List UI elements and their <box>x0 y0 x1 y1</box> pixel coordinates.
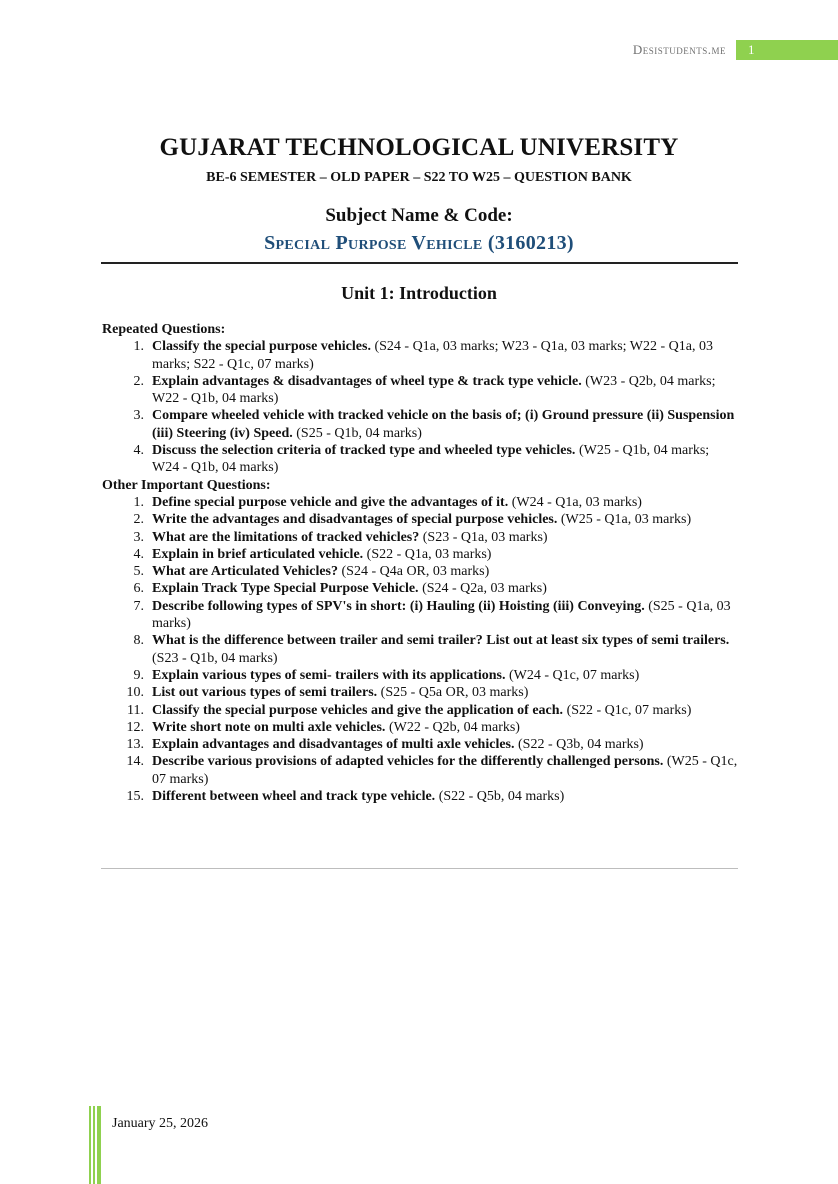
question-reference: (W24 - Q1a, 03 marks) <box>511 494 642 510</box>
question-reference: (S25 - Q1a, 03 marks) <box>152 598 731 632</box>
question-text: Explain in brief articulated vehicle. <box>152 546 364 562</box>
question-text: Different between wheel and track type vehicle. <box>152 789 436 805</box>
question-item <box>102 373 738 408</box>
brand-name: Desistudents.me <box>632 42 726 57</box>
question-reference: (W24 - Q1c, 07 marks) <box>509 667 640 683</box>
university-title: GUJARAT TECHNOLOGICAL UNIVERSITY <box>159 134 679 161</box>
question-item <box>102 753 738 788</box>
question-number: 7. <box>133 598 144 614</box>
content-divider <box>101 868 738 869</box>
question-text: List out various types of semi trailers. <box>152 685 378 701</box>
question-content <box>102 321 738 805</box>
question-reference: (S22 - Q3b, 04 marks) <box>518 737 644 753</box>
question-number: 3. <box>133 408 144 424</box>
question-number: 3. <box>133 529 144 545</box>
question-text: Classify the special purpose vehicles and give the application of each. <box>152 702 564 718</box>
question-number: 1. <box>133 494 144 510</box>
question-text: Explain various types of semi- trailers with its applications. <box>152 667 506 683</box>
question-text: What are Articulated Vehicles? <box>152 564 339 580</box>
question-item <box>102 529 738 546</box>
question-reference: (W25 - Q1c, 07 marks) <box>152 754 738 787</box>
document-subtitle: BE-6 SEMESTER – OLD PAPER – S22 TO W25 – QUESTION BANK <box>206 170 632 185</box>
question-reference: (S23 - Q1b, 04 marks) <box>152 650 278 666</box>
question-reference: (S22 - Q5b, 04 marks) <box>438 789 565 805</box>
question-reference: (S24 - Q2a, 03 marks) <box>422 581 547 597</box>
question-text: Compare wheeled vehicle with tracked vehicle on the basis of; (i) Ground pressure (ii) Suspension (iii) Steering (iv) Speed. <box>152 408 735 441</box>
repeated-questions-heading: Repeated Questions: <box>102 322 226 337</box>
question-reference: (W25 - Q1b, 04 marks; W24 - Q1b, 04 marks) <box>152 443 710 476</box>
question-reference: (S25 - Q5a OR, 03 marks) <box>380 685 529 701</box>
question-item <box>102 598 738 633</box>
question-item <box>102 580 738 597</box>
subject-label: Subject Name & Code: <box>325 205 513 226</box>
question-reference: (S25 - Q1b, 04 marks) <box>296 425 422 441</box>
question-reference: (S22 - Q1a, 03 marks) <box>366 546 492 562</box>
question-text: What are the limitations of tracked vehicles? <box>152 529 420 545</box>
question-reference: (S23 - Q1a, 03 marks) <box>422 529 548 545</box>
question-reference: (S22 - Q1c, 07 marks) <box>566 702 692 718</box>
question-number: 4. <box>133 546 144 562</box>
question-number: 4. <box>133 443 144 459</box>
question-item <box>102 407 738 442</box>
question-text: Write the advantages and disadvantages of special purpose vehicles. <box>152 512 558 528</box>
page-header <box>633 40 838 60</box>
question-number: 8. <box>133 633 144 649</box>
question-number: 1. <box>133 339 144 355</box>
question-text: Explain Track Type Special Purpose Vehicle. <box>152 581 419 597</box>
question-item <box>102 719 738 736</box>
unit-title: Unit 1: Introduction <box>341 283 497 303</box>
page-number: 1 <box>736 40 838 60</box>
question-number: 6. <box>133 581 144 597</box>
question-item <box>102 442 738 477</box>
repeated-questions-list <box>102 338 738 476</box>
question-text: Describe following types of SPV's in short: (i) Hauling (ii) Hoisting (iii) Conveying. <box>152 598 645 614</box>
question-item <box>102 667 738 684</box>
question-reference: (S24 - Q1a, 03 marks; W23 - Q1a, 03 marks; W22 - Q1a, 03 marks; S22 - Q1c, 07 marks) <box>152 339 713 372</box>
question-reference: (W23 - Q2b, 04 marks; W22 - Q1b, 04 marks) <box>152 373 716 407</box>
question-number: 2. <box>133 373 144 389</box>
question-item <box>102 702 738 719</box>
other-questions-list <box>102 494 738 805</box>
question-reference: (W25 - Q1a, 03 marks) <box>560 512 692 528</box>
question-text: Explain advantages and disadvantages of multi axle vehicles. <box>152 737 515 753</box>
question-number: 2. <box>133 512 144 528</box>
question-text: Define special purpose vehicle and give the advantages of it. <box>152 494 509 510</box>
question-item <box>102 563 738 580</box>
question-item <box>102 546 738 563</box>
title-divider <box>101 262 738 264</box>
question-text: Write short note on multi axle vehicles. <box>152 719 386 735</box>
question-text: What is the difference between trailer and semi trailer? List out at least six types of semi trailers. <box>152 633 730 649</box>
footer-date: January 25, 2026 <box>112 1116 209 1131</box>
question-item <box>102 338 738 373</box>
question-reference: (W22 - Q2b, 04 marks) <box>388 719 520 735</box>
other-questions-heading: Other Important Questions: <box>102 477 271 493</box>
question-number: 13. <box>126 737 144 753</box>
question-number: 10. <box>126 685 144 701</box>
question-item <box>102 684 738 701</box>
question-text: Discuss the selection criteria of tracked type and wheeled type vehicles. <box>152 443 576 459</box>
question-item <box>102 494 738 511</box>
question-number: 11. <box>127 702 144 718</box>
question-text: Classify the special purpose vehicles. <box>152 339 371 355</box>
question-item <box>102 632 738 667</box>
question-number: 9. <box>133 667 144 683</box>
question-item <box>102 788 738 805</box>
footer-accent-bars <box>89 1106 103 1184</box>
question-text: Explain advantages & disadvantages of wheel type & track type vehicle. <box>152 373 582 389</box>
question-item <box>102 511 738 528</box>
question-number: 14. <box>126 754 144 770</box>
question-number: 12. <box>126 719 144 735</box>
question-reference: (S24 - Q4a OR, 03 marks) <box>341 564 490 580</box>
question-item <box>102 736 738 753</box>
question-text: Describe various provisions of adapted vehicles for the differently challenged persons. <box>152 754 664 770</box>
question-number: 15. <box>126 789 144 805</box>
subject-name: Special Purpose Vehicle (3160213) <box>264 232 574 254</box>
question-number: 5. <box>133 564 144 580</box>
